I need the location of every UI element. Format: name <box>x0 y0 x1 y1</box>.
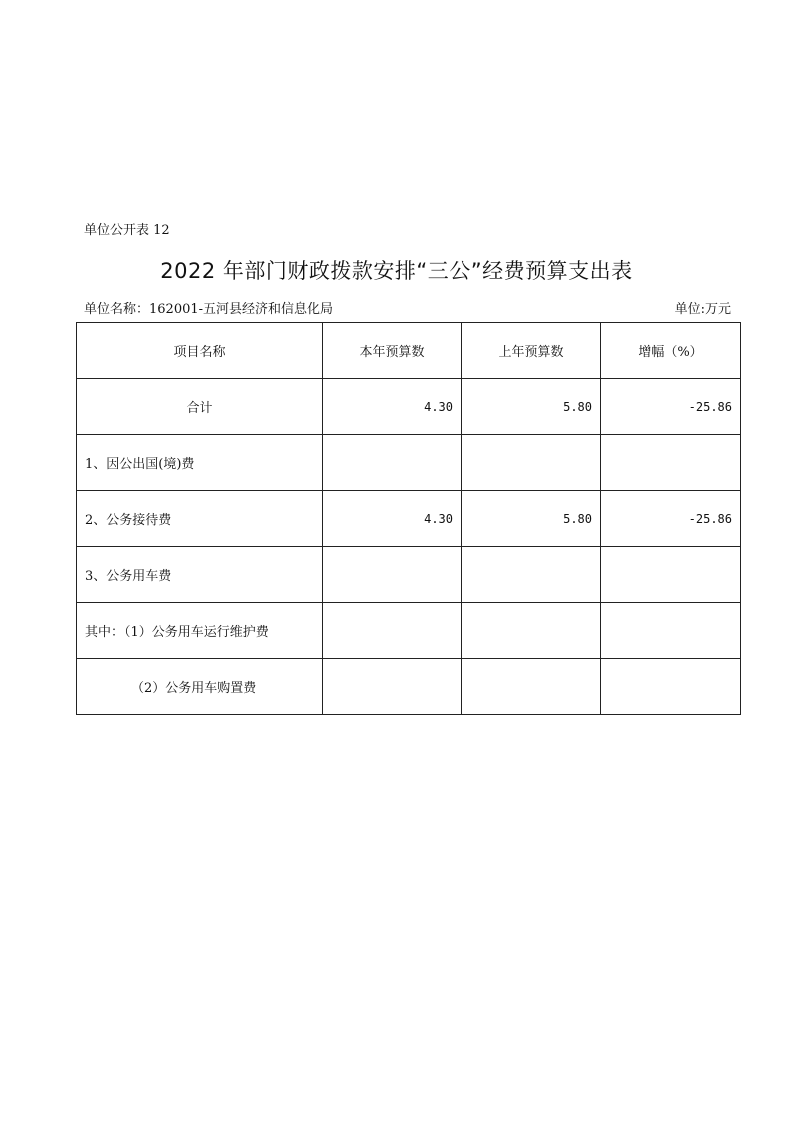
row-current <box>323 547 462 603</box>
row-current: 4.30 <box>323 491 462 547</box>
table-row <box>77 379 741 435</box>
column-header-current-budget: 本年预算数 <box>323 323 462 379</box>
column-header-item-name: 项目名称 <box>77 323 323 379</box>
row-previous <box>462 435 601 491</box>
row-current <box>323 435 462 491</box>
row-change: -25.86 <box>601 491 741 547</box>
table-number: 单位公开表 12 <box>84 223 170 238</box>
row-current: 4.30 <box>323 379 462 435</box>
row-name: 合计 <box>77 379 323 435</box>
row-previous <box>462 603 601 659</box>
row-name: 1、因公出国(境)费 <box>77 435 323 491</box>
row-change <box>601 603 741 659</box>
column-header-previous-budget: 上年预算数 <box>462 323 601 379</box>
unit-name: 单位名称：162001-五河县经济和信息化局 <box>84 302 334 317</box>
row-previous <box>462 659 601 715</box>
column-header-change: 增幅（%） <box>601 323 741 379</box>
row-previous: 5.80 <box>462 491 601 547</box>
table-row <box>77 603 741 659</box>
row-current <box>323 659 462 715</box>
unit-label: 单位:万元 <box>674 302 731 317</box>
table-row <box>77 435 741 491</box>
table-row <box>77 491 741 547</box>
row-change <box>601 659 741 715</box>
row-name: 2、公务接待费 <box>77 491 323 547</box>
row-change <box>601 435 741 491</box>
table-row <box>77 659 741 715</box>
page-title: 2022 年部门财政拨款安排“三公”经费预算支出表 <box>160 259 633 283</box>
table-row <box>77 547 741 603</box>
row-name: （2）公务用车购置费 <box>77 659 323 715</box>
row-change <box>601 547 741 603</box>
budget-table <box>76 322 741 715</box>
row-change: -25.86 <box>601 379 741 435</box>
row-previous <box>462 547 601 603</box>
row-current <box>323 603 462 659</box>
row-previous: 5.80 <box>462 379 601 435</box>
row-name: 3、公务用车费 <box>77 547 323 603</box>
row-name: 其中：（1）公务用车运行维护费 <box>77 603 323 659</box>
table-header-row <box>77 323 741 379</box>
